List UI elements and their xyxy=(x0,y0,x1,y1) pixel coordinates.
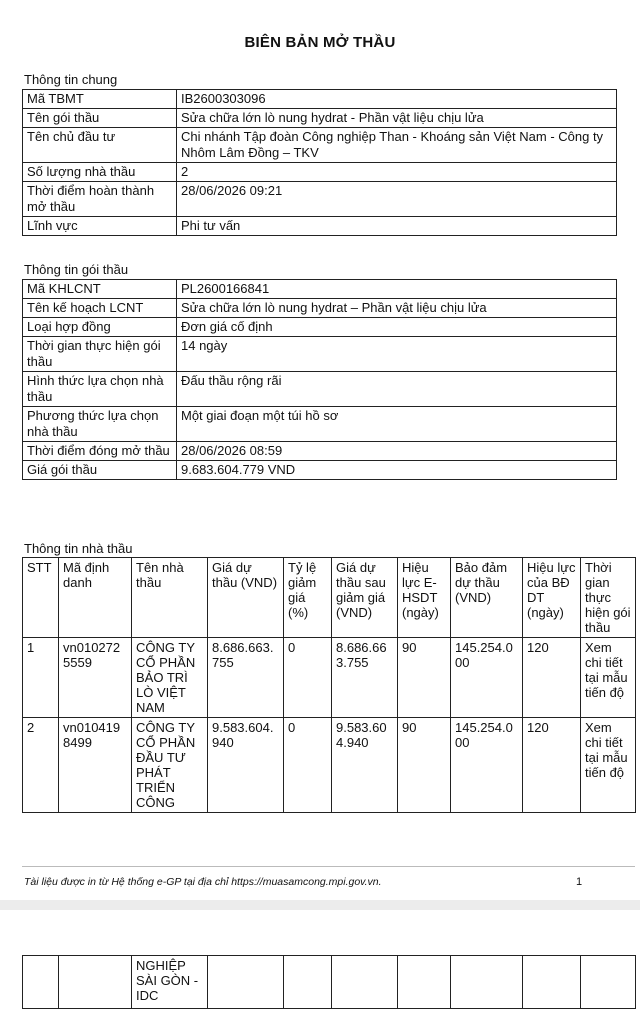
field-value: 28/06/2026 09:21 xyxy=(177,182,617,217)
column-header: Tỷ lệ giảm giá (%) xyxy=(284,558,332,638)
cell-empty xyxy=(451,956,523,1009)
field-value: 28/06/2026 08:59 xyxy=(177,442,617,461)
cell-duration: Xem chi tiết tại mẫu tiến độ xyxy=(581,718,636,813)
footer-divider xyxy=(22,866,635,867)
field-value: PL2600166841 xyxy=(177,280,617,299)
field-value: Sửa chữa lớn lò nung hydrat - Phần vật liệu chịu lửa xyxy=(177,109,617,128)
cell-price-after: 9.583.604.940 xyxy=(332,718,398,813)
column-header: Hiệu lực E-HSDT (ngày) xyxy=(398,558,451,638)
cell-empty xyxy=(208,956,284,1009)
table-row xyxy=(23,461,617,480)
field-label: Hình thức lựa chọn nhà thầu xyxy=(23,372,177,407)
field-label: Phương thức lựa chọn nhà thầu xyxy=(23,407,177,442)
field-value: Phi tư vấn xyxy=(177,217,617,236)
column-header: Giá dự thầu sau giảm giá (VND) xyxy=(332,558,398,638)
cell-discount: 0 xyxy=(284,718,332,813)
cell-empty xyxy=(59,956,132,1009)
table-row xyxy=(23,163,617,182)
field-value: IB2600303096 xyxy=(177,90,617,109)
table-row xyxy=(23,638,636,718)
cell-id: vn0104198499 xyxy=(59,718,132,813)
field-label: Thời điểm đóng mở thầu xyxy=(23,442,177,461)
cell-stt: 2 xyxy=(23,718,59,813)
cell-validity: 90 xyxy=(398,718,451,813)
field-label: Tên gói thầu xyxy=(23,109,177,128)
general-info-label: Thông tin chung xyxy=(24,72,118,87)
field-value: 2 xyxy=(177,163,617,182)
field-value: 14 ngày xyxy=(177,337,617,372)
column-header: Thời gian thực hiện gói thầu xyxy=(581,558,636,638)
table-row xyxy=(23,280,617,299)
package-info-table xyxy=(22,279,617,480)
cell-name: CÔNG TY CỔ PHẦN ĐẦU TƯ PHÁT TRIỂN CÔNG xyxy=(132,718,208,813)
field-label: Thời gian thực hiện gói thầu xyxy=(23,337,177,372)
cell-price: 9.583.604.940 xyxy=(208,718,284,813)
field-label: Mã TBMT xyxy=(23,90,177,109)
cell-empty xyxy=(332,956,398,1009)
cell-validity: 90 xyxy=(398,638,451,718)
column-header: Tên nhà thầu xyxy=(132,558,208,638)
field-value: 9.683.604.779 VND xyxy=(177,461,617,480)
table-row xyxy=(23,372,617,407)
table-row xyxy=(23,217,617,236)
cell-name-continued: NGHIỆP SÀI GÒN - IDC xyxy=(132,956,208,1009)
field-label: Tên kế hoạch LCNT xyxy=(23,299,177,318)
cell-price-after: 8.686.663.755 xyxy=(332,638,398,718)
table-row xyxy=(23,442,617,461)
column-header: STT xyxy=(23,558,59,638)
field-value: Sửa chữa lớn lò nung hydrat – Phần vật liệu chịu lửa xyxy=(177,299,617,318)
cell-guarantee: 145.254.000 xyxy=(451,638,523,718)
general-info-table xyxy=(22,89,617,236)
cell-stt: 1 xyxy=(23,638,59,718)
field-label: Tên chủ đầu tư xyxy=(23,128,177,163)
cell-empty xyxy=(523,956,581,1009)
column-header: Bảo đảm dự thầu (VND) xyxy=(451,558,523,638)
cell-duration: Xem chi tiết tại mẫu tiến độ xyxy=(581,638,636,718)
field-label: Giá gói thầu xyxy=(23,461,177,480)
bidders-info-label: Thông tin nhà thầu xyxy=(24,541,133,556)
cell-name: CÔNG TY CỔ PHẦN BẢO TRÌ LÒ VIỆT NAM xyxy=(132,638,208,718)
cell-id: vn0102725559 xyxy=(59,638,132,718)
package-info-label: Thông tin gói thầu xyxy=(24,262,129,277)
cell-guarantee-validity: 120 xyxy=(523,638,581,718)
table-row xyxy=(23,718,636,813)
cell-empty xyxy=(581,956,636,1009)
table-header-row xyxy=(23,558,636,638)
field-value: Đấu thầu rộng rãi xyxy=(177,372,617,407)
field-label: Thời điểm hoàn thành mở thầu xyxy=(23,182,177,217)
table-row xyxy=(23,407,617,442)
table-row xyxy=(23,318,617,337)
cell-guarantee-validity: 120 xyxy=(523,718,581,813)
bidders-table-continuation xyxy=(22,955,636,1009)
table-row xyxy=(23,128,617,163)
document-title: BIÊN BẢN MỞ THẦU xyxy=(244,34,396,51)
field-label: Số lượng nhà thầu xyxy=(23,163,177,182)
table-row xyxy=(23,337,617,372)
table-row xyxy=(23,182,617,217)
cell-empty xyxy=(398,956,451,1009)
cell-price: 8.686.663.755 xyxy=(208,638,284,718)
field-label: Lĩnh vực xyxy=(23,217,177,236)
field-label: Loại hợp đồng xyxy=(23,318,177,337)
table-row xyxy=(23,299,617,318)
field-value: Một giai đoạn một túi hồ sơ xyxy=(177,407,617,442)
cell-empty xyxy=(284,956,332,1009)
field-value: Đơn giá cố định xyxy=(177,318,617,337)
cell-guarantee: 145.254.000 xyxy=(451,718,523,813)
field-label: Mã KHLCNT xyxy=(23,280,177,299)
table-row xyxy=(23,90,617,109)
column-header: Giá dự thầu (VND) xyxy=(208,558,284,638)
bidders-table xyxy=(22,557,636,813)
field-value: Chi nhánh Tập đoàn Công nghiệp Than - Khoáng sản Việt Nam - Công ty Nhôm Lâm Đồng – TKV xyxy=(177,128,617,163)
cell-discount: 0 xyxy=(284,638,332,718)
cell-empty xyxy=(23,956,59,1009)
column-header: Hiệu lực của BĐ DT (ngày) xyxy=(523,558,581,638)
column-header: Mã định danh xyxy=(59,558,132,638)
table-row xyxy=(23,956,636,1009)
table-row xyxy=(23,109,617,128)
page-number: 1 xyxy=(576,876,583,888)
footer-text: Tài liệu được in từ Hệ thống e-GP tại địa chỉ https://muasamcong.mpi.gov.vn. xyxy=(24,876,382,888)
